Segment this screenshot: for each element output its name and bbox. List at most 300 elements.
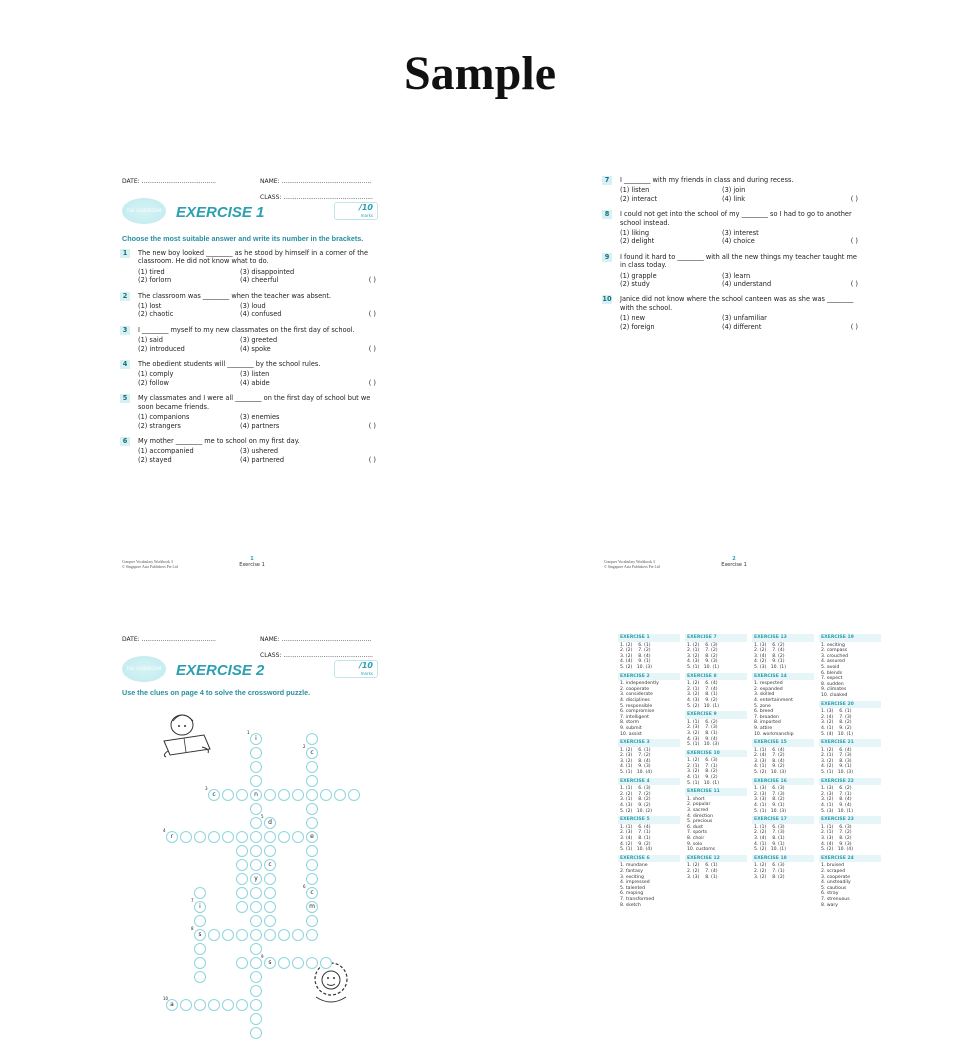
crossword-cell (292, 789, 304, 801)
option-3: (3) join (722, 186, 746, 195)
crossword-cell (236, 845, 248, 857)
answer-key-heading: EXERCISE 22 (819, 778, 881, 786)
answer-key-line: 5. (2) 10. (1) (687, 703, 720, 709)
answer-key-line: 6. blends (821, 670, 843, 676)
answer-key-heading: EXERCISE 2 (618, 673, 680, 681)
question-number: 8 (602, 210, 612, 219)
answer-key-heading: EXERCISE 7 (685, 634, 747, 642)
reading-child-illustration (158, 711, 214, 759)
clue-number: 7 (191, 898, 194, 903)
exercise-header (118, 198, 384, 228)
answer-brackets: ( ) (850, 280, 858, 289)
crossword-cell (334, 789, 346, 801)
crossword-cell (222, 929, 234, 941)
answer-brackets: ( ) (368, 276, 376, 285)
crossword-letter: e (310, 833, 314, 840)
answer-options (138, 336, 384, 353)
blank (822, 229, 866, 237)
answer-key-line: 2. cooperate (620, 686, 650, 692)
page-number-value: 1 (250, 556, 254, 562)
answer-key-line: 5. (1) 10. (1) (687, 780, 720, 786)
answer-key-line: 1. respected (754, 681, 783, 687)
answer-key-line: 1. (2) 6. (1) (620, 747, 651, 753)
answer-key-line: 8. sudden (821, 681, 844, 687)
option-2: (2) delight (620, 237, 655, 246)
answer-key-line: 1. (2) 6. (1) (620, 642, 651, 648)
option-1: (1) companions (138, 413, 190, 422)
date-field: DATE: ....................................... (122, 178, 216, 185)
crossword-cell (320, 957, 332, 969)
crossword-letter: m (309, 903, 315, 910)
answer-key-line: 8. storm (620, 720, 640, 726)
answer-key-line: 3. (2) 8. (2) (821, 720, 852, 726)
question-item (600, 176, 866, 203)
answer-key-line: 1. (1) 6. (3) (754, 824, 785, 830)
answer-key-line: 4. (1) 9. (1) (754, 803, 785, 809)
answer-key-line: 1. (3) 6. (1) (821, 709, 852, 715)
answer-key-line: 1. (1) 6. (3) (620, 786, 651, 792)
answer-key-grid (618, 632, 884, 908)
option-3: (3) interest (722, 229, 759, 238)
worksheet-header (118, 630, 384, 659)
question-list (118, 249, 384, 464)
answer-key-line: 10. cloaked (821, 692, 848, 698)
crossword-cell (250, 915, 262, 927)
question-text: I ________ with my friends in class and during recess. (620, 176, 794, 184)
marks-box (334, 202, 378, 220)
answer-key-line: 2. scraped (821, 868, 846, 874)
answer-key-line: 3. (2) 8. (1) (687, 692, 718, 698)
crossword-cell (306, 859, 318, 871)
answer-key-line: 4. (2) 9. (1) (754, 659, 785, 665)
answer-key-line: 3. (3) 8. (2) (754, 797, 785, 803)
answer-key-line: 2. (4) 7. (2) (754, 753, 785, 759)
crossword-cell (236, 901, 248, 913)
clue-number: 8 (191, 926, 194, 931)
answer-brackets: ( ) (850, 237, 858, 246)
crossword-cell (236, 789, 248, 801)
option-3: (3) greeted (240, 336, 278, 345)
answer-key-line: 5. (3) 10. (1) (754, 664, 787, 670)
answer-key-line: 1. mundane (620, 863, 648, 869)
crossword-letter: a (170, 1001, 174, 1008)
footer-book-title: Conquer Vocabulary Workbook 3 (604, 560, 655, 564)
answer-key-line: 9. solo (687, 841, 703, 847)
answer-key-heading: EXERCISE 3 (618, 739, 680, 747)
crossword-cell (236, 957, 248, 969)
crossword-cell (194, 971, 206, 983)
answer-key-line: 5. (2) 10. (1) (754, 847, 787, 853)
crossword-letter: c (310, 749, 314, 756)
answer-key-line: 4. (4) 9. (3) (821, 841, 852, 847)
answer-key-line: 9. attire (754, 725, 773, 731)
answer-key-line: 2. (3) 7. (2) (620, 753, 651, 759)
crossword-grid (118, 703, 384, 1008)
crossword-cell (236, 999, 248, 1011)
answer-key-line: 8. sketch (620, 902, 641, 908)
blank (340, 302, 384, 310)
question-item (118, 249, 384, 285)
blank (340, 268, 384, 276)
question-number: 1 (120, 249, 130, 258)
answer-key-line: 4. (1) 9. (1) (754, 841, 785, 847)
option-3: (3) disappointed (240, 267, 295, 276)
answer-key-line: 4. (1) 9. (2) (687, 775, 718, 781)
option-1: (1) liking (620, 229, 650, 238)
exercise-title: EXERCISE 1 (176, 204, 265, 221)
blank (822, 186, 866, 194)
crossword-cell (194, 915, 206, 927)
worksheet-page-2 (600, 172, 866, 576)
crossword-letter: y (254, 875, 258, 882)
answer-key-line: 5. zone (754, 703, 771, 709)
answer-key-line: 3. (4) 8. (2) (754, 653, 785, 659)
clue-number: 10 (163, 996, 169, 1001)
answer-key-line: 5. (2) 10. (2) (620, 808, 653, 814)
question-item (600, 253, 866, 289)
answer-key-line: 3. exciting (620, 874, 644, 880)
marks-label: marks (360, 671, 373, 676)
answer-key-line: 3. (2) 8. (4) (821, 797, 852, 803)
answer-key-line: 2. (1) 7. (3) (821, 753, 852, 759)
crossword-letter: s (268, 959, 272, 966)
option-2: (2) interact (620, 194, 658, 203)
answer-key-line: 2. (3) 7. (1) (620, 830, 651, 836)
answer-key-heading: EXERCISE 17 (752, 816, 814, 824)
crossword-cell (264, 873, 276, 885)
question-text: I could not get into the school of my ________ so I had to go to another school instead. (620, 210, 852, 227)
answer-brackets: ( ) (850, 194, 858, 203)
date-field: DATE: ....................................... (122, 636, 216, 643)
answer-key-line: 5. (4) 10. (1) (821, 731, 854, 737)
crossword-cell (278, 929, 290, 941)
question-text: My mother ________ me to school on my first day. (138, 436, 300, 445)
question-text: The classroom was ________ when the teacher was absent. (138, 291, 332, 300)
answer-brackets: ( ) (368, 378, 376, 387)
clue-number: 6 (303, 884, 306, 889)
answer-key-heading: EXERCISE 24 (819, 855, 881, 863)
question-number: 3 (120, 326, 130, 335)
crossword-cell (264, 831, 276, 843)
answer-brackets: ( ) (368, 421, 376, 430)
class-field: CLASS: ............................................... (260, 652, 373, 659)
footer-copyright: © Singapore Asia Publishers Pte Ltd (604, 565, 660, 569)
class-field: CLASS: ............................................... (260, 194, 373, 201)
question-number: 6 (120, 437, 130, 446)
question-item (118, 292, 384, 319)
answer-key-line: 1. bruised (821, 863, 844, 869)
answer-key-line: 9. submit (620, 725, 642, 731)
answer-key-line: 8. choir (687, 836, 705, 841)
crossword-letter: s (198, 931, 202, 938)
option-3: (3) enemies (240, 413, 280, 422)
answer-key-line: 2. (2) 7. (4) (687, 868, 718, 874)
crossword-cell (306, 817, 318, 829)
answer-key-line: 2. popular (687, 802, 711, 808)
crossword-cell (278, 789, 290, 801)
answer-key-line: 2. (1) 7. (4) (687, 686, 718, 692)
question-number: 2 (120, 292, 130, 301)
answer-key-line: 4. disciplines (620, 697, 650, 703)
answer-key-line: 1. (1) 6. (3) (821, 824, 852, 830)
crossword-letter: d (268, 819, 272, 826)
question-number: 9 (602, 253, 612, 262)
answer-key-column-3 (752, 632, 814, 908)
answer-key-line: 4. entertainment (754, 697, 793, 703)
exercise-header (118, 656, 384, 686)
crossword-cell (306, 915, 318, 927)
answer-key-heading: EXERCISE 18 (752, 855, 814, 863)
answer-options (620, 186, 866, 203)
crossword-letter: c (310, 889, 314, 896)
clue-number: 5 (261, 814, 264, 819)
answer-key-line: 1. (3) 6. (2) (821, 786, 852, 792)
crossword-letter: n (254, 791, 258, 798)
blank (340, 336, 384, 344)
option-3: (3) listen (240, 370, 270, 379)
option-2: (2) strangers (138, 421, 181, 430)
page-number-label: Exercise 1 (721, 562, 747, 568)
answer-key-heading: EXERCISE 1 (618, 634, 680, 642)
option-4: (4) confused (240, 310, 282, 319)
answer-key-line: 3. sacred (687, 808, 709, 814)
answer-key-line: 4. (1) 9. (4) (821, 803, 852, 809)
answer-key-line: 1. short (687, 796, 705, 802)
answer-key-line: 5. (1) 10. (3) (754, 808, 787, 814)
crossword-cell (278, 957, 290, 969)
answer-key-line: 3. skilled (754, 692, 775, 698)
option-1: (1) tired (138, 267, 165, 276)
answer-key-line: 5. (2) 10. (3) (754, 770, 787, 776)
answer-options (620, 272, 866, 289)
crossword-cell (222, 789, 234, 801)
answer-key-line: 3. (1) 8. (2) (620, 797, 651, 803)
answer-key-line: 5. precious (687, 819, 713, 825)
answer-key-line: 4. (1) 9. (2) (821, 725, 852, 731)
answer-key-line: 10. workmanship (754, 731, 794, 737)
answer-key-line: 2. (3) 7. (1) (821, 791, 852, 797)
crossword-cell (222, 831, 234, 843)
exercise-title: EXERCISE 2 (176, 662, 265, 679)
answer-key-line: 2. (3) 7. (3) (687, 725, 718, 731)
answer-key-line: 5. responsible (620, 703, 653, 709)
answer-key-line: 4. assured (821, 659, 845, 665)
crossword-cell (250, 1013, 262, 1025)
marks-box (334, 660, 378, 678)
topic-badge: THE CLASSROOM (122, 198, 166, 224)
crossword-cell (250, 1027, 262, 1039)
question-item (118, 326, 384, 353)
answer-brackets: ( ) (368, 310, 376, 319)
answer-key-line: 1. (2) 6. (4) (821, 747, 852, 753)
crossword-cell (306, 803, 318, 815)
answer-key-line: 5. (1) 10. (1) (687, 664, 720, 670)
crossword-letter: c (212, 791, 216, 798)
footer-book-title: Conquer Vocabulary Workbook 3 (122, 560, 173, 564)
crossword-cell (250, 747, 262, 759)
option-4: (4) link (722, 194, 746, 203)
answer-key-page (618, 632, 884, 1000)
answer-key-line: 4. (2) 9. (1) (821, 764, 852, 770)
answer-key-line: 4. (3) 9. (2) (687, 697, 718, 703)
name-field: NAME: ............................................... (260, 178, 372, 185)
answer-key-line: 5. avoid (821, 664, 840, 670)
option-4: (4) understand (722, 280, 772, 289)
option-3: (3) unfamiliar (722, 314, 767, 323)
crossword-cell (208, 929, 220, 941)
answer-key-heading: EXERCISE 13 (752, 634, 814, 642)
answer-key-line: 2. (2) 7. (1) (754, 868, 785, 874)
answer-key-line: 3. cooperate (821, 874, 851, 880)
option-4: (4) choice (722, 237, 755, 246)
question-number: 5 (120, 394, 130, 403)
marks-total: /10 (358, 203, 373, 212)
page-number-value: 2 (732, 556, 736, 562)
option-1: (1) lost (138, 302, 162, 311)
answer-key-line: 4. (3) 9. (4) (687, 736, 718, 742)
answer-key-heading: EXERCISE 10 (685, 750, 747, 758)
option-2: (2) study (620, 280, 650, 289)
clue-number: 9 (261, 954, 264, 959)
answer-key-line: 2. (2) 7. (3) (754, 830, 785, 836)
marks-label: marks (360, 213, 373, 218)
answer-key-line: 4. (4) 9. (1) (620, 659, 651, 665)
crossword-cell (306, 775, 318, 787)
answer-options (138, 302, 384, 319)
crossword-cell (180, 999, 192, 1011)
question-number: 4 (120, 360, 130, 369)
answer-key-line: 1. exciting (821, 642, 845, 648)
crossword-cell (264, 845, 276, 857)
crossword-cell (194, 999, 206, 1011)
clue-number: 2 (303, 744, 306, 749)
answer-key-line: 7. broaden (754, 714, 779, 720)
crossword-cell (264, 929, 276, 941)
crossword-cell (264, 887, 276, 899)
question-item (600, 210, 866, 246)
answer-key-line: 2. (2) 7. (2) (620, 648, 651, 654)
answer-key-line: 6. breed (754, 709, 774, 715)
answer-key-line: 3. (2) 8. (4) (620, 758, 651, 764)
answer-key-line: 1. (2) 6. (3) (687, 642, 718, 648)
answer-key-column-4 (819, 632, 881, 908)
footer-copyright: © Singapore Asia Publishers Pte Ltd (122, 565, 178, 569)
worksheet-header (118, 172, 384, 201)
crossword-cell (250, 985, 262, 997)
crossword-cell (306, 929, 318, 941)
answer-key-line: 4. (1) 9. (3) (620, 764, 651, 770)
crossword-cell (250, 859, 262, 871)
instructions: Choose the most suitable answer and write its number in the brackets. (122, 234, 364, 243)
answer-key-line: 1. (3) 6. (3) (754, 786, 785, 792)
answer-key-line: 1. (3) 6. (2) (754, 642, 785, 648)
option-1: (1) accompanied (138, 447, 194, 456)
answer-key-line: 8. wary (821, 902, 839, 908)
answer-key-line: 5. talented (620, 885, 646, 891)
option-3: (3) ushered (240, 447, 279, 456)
crossword-cell (264, 915, 276, 927)
crossword-cell (250, 775, 262, 787)
answer-key-line: 3. (2) 8. (2) (687, 653, 718, 659)
answer-key-line: 2. (4) 7. (3) (821, 714, 852, 720)
answer-key-heading: EXERCISE 16 (752, 778, 814, 786)
instructions: Use the clues on page 4 to solve the crossword puzzle. (122, 688, 311, 697)
question-item (118, 360, 384, 387)
answer-key-line: 4. unsteadily (821, 880, 851, 886)
crossword-cell (250, 929, 262, 941)
crossword-cell (292, 831, 304, 843)
question-item (118, 394, 384, 430)
answer-key-line: 6. stray (821, 891, 839, 897)
answer-key-line: 7. transformed (620, 896, 655, 902)
crossword-cell (320, 789, 332, 801)
answer-key-heading: EXERCISE 9 (685, 711, 747, 719)
crossword-cell (306, 761, 318, 773)
page-title: Sample (403, 47, 556, 100)
answer-key-heading: EXERCISE 20 (819, 701, 881, 709)
answer-key-line: 3. crouched (821, 653, 849, 659)
crossword-cell (236, 831, 248, 843)
option-1: (1) listen (620, 186, 650, 195)
answer-key-line: 5. (1) 10. (3) (687, 742, 720, 748)
answer-key-line: 5. (3) 10. (1) (821, 808, 854, 814)
answer-key-line: 1. (2) 6. (3) (754, 863, 785, 869)
crossword-cell (250, 845, 262, 857)
answer-key-line: 2. fantasy (620, 868, 643, 874)
question-number: 10 (602, 295, 612, 304)
page-number-label: Exercise 1 (239, 562, 265, 568)
option-3: (3) learn (722, 271, 751, 280)
crossword-cell (236, 873, 248, 885)
answer-options (138, 268, 384, 285)
footer-credit (604, 560, 660, 570)
answer-key-line: 2. (1) 7. (2) (687, 648, 718, 654)
crossword-cell (194, 957, 206, 969)
crossword-cell (292, 957, 304, 969)
answer-key-line: 4. direction (687, 813, 713, 819)
option-4: (4) different (722, 322, 762, 331)
footer-credit (122, 560, 178, 570)
question-text: The new boy looked ________ as he stood by himself in a corner of the classroom. He did not know what to do. (138, 249, 369, 266)
option-3: (3) loud (240, 302, 266, 311)
crossword-cell (194, 831, 206, 843)
crossword-cell (306, 789, 318, 801)
crossword-cell (306, 957, 318, 969)
answer-key-line: 5. (1) 10. (4) (620, 770, 653, 776)
answer-key-line: 1. (2) 6. (4) (687, 681, 718, 687)
answer-key-line: 5. (2) 10. (4) (821, 847, 854, 853)
answer-key-line: 3. (2) 8. (4) (620, 653, 651, 659)
answer-options (138, 413, 384, 430)
answer-key-line: 1. independently (620, 681, 659, 687)
answer-key-line: 10. assist (620, 731, 642, 737)
answer-key-line: 2. (2) 7. (2) (620, 791, 651, 797)
answer-key-line: 8. imported (754, 720, 781, 726)
option-2: (2) introduced (138, 344, 185, 353)
question-text: I found it hard to ________ with all the new things my teacher taught me in class today. (620, 252, 857, 270)
answer-options (138, 370, 384, 387)
answer-brackets: ( ) (368, 344, 376, 353)
crossword-letter: i (255, 735, 257, 742)
answer-key-line: 3. (3) 8. (2) (821, 836, 852, 841)
answer-key-line: 3. (3) 8. (1) (687, 874, 718, 880)
crossword-letter: r (170, 833, 174, 840)
crossword-letter: i (199, 903, 201, 910)
question-list (600, 176, 866, 331)
answer-key-line: 6. dust (687, 824, 703, 830)
answer-key-heading: EXERCISE 19 (819, 634, 881, 642)
worksheet-page-1 (118, 172, 384, 576)
